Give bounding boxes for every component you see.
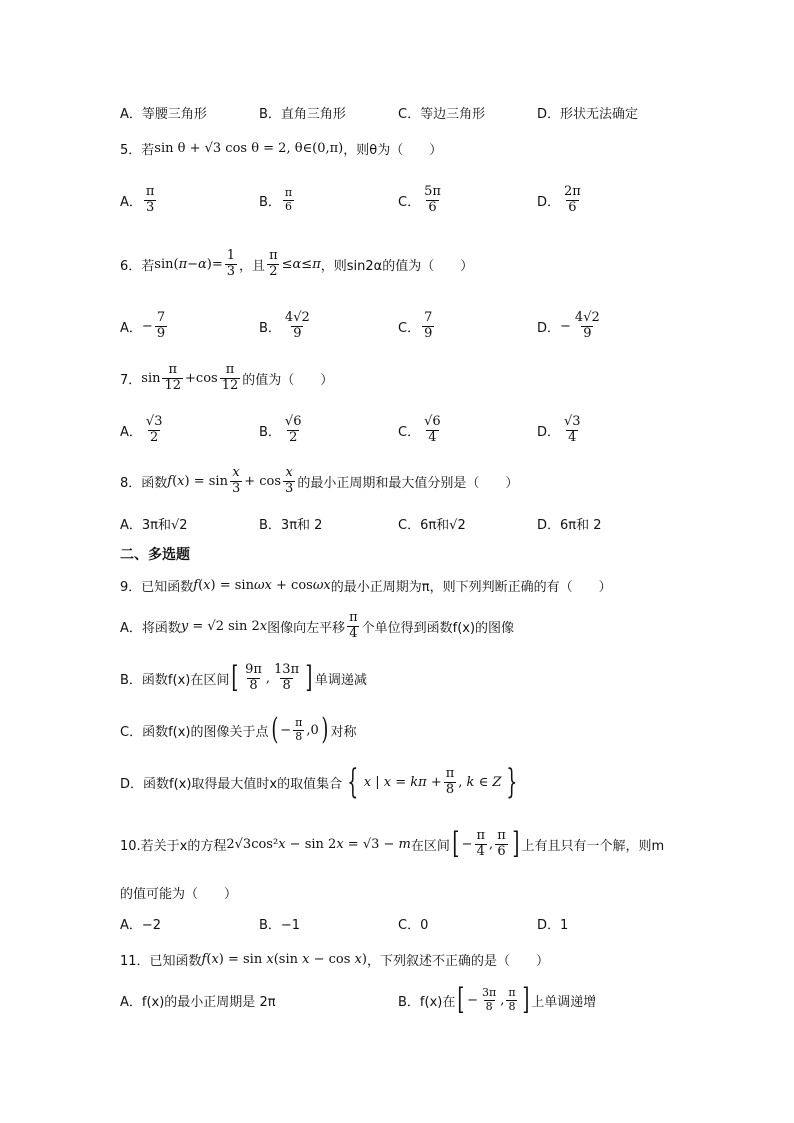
q6-stem: 6．若 sin(π−α)= $\frac{1}{3}$ ，且 $\frac{\pi}{2}$ ≤α≤π ，则sin2α的值为（ ）	[120, 247, 474, 279]
q6-option-a: A． − $\frac{7}{9}$	[120, 309, 166, 341]
q4-option-a: A．等腰三角形	[120, 106, 207, 122]
q5-options	[120, 180, 754, 220]
q6-option-b: B． $\frac{4√2}{9}$	[259, 309, 310, 341]
q7-options	[120, 410, 754, 450]
q5-suffix: ，则θ为（ ）	[343, 142, 443, 158]
q10-option-b: B．−1	[259, 917, 301, 933]
q5-option-a: A． $\frac{\pi}{3}$	[120, 183, 155, 215]
q9-option-b: B．函数f(x)在区间 [ $\frac{9\pi}{8}$ , $\frac{13\pi}{8}$ ] 单调递减	[120, 660, 367, 695]
q11-options	[120, 980, 754, 1020]
q6-option-d: D． − $\frac{4√2}{9}$	[537, 309, 600, 341]
q11-stem: 11．已知函数 f(x) = sin x(sin x − cos x) ，下列叙述不正确的是（ ）	[120, 951, 549, 969]
q6-expr-2: ≤α≤π	[281, 256, 321, 272]
q7-option-c: C． $\frac{√6}{4}$	[398, 413, 441, 445]
q5-prefix: 5．若	[120, 142, 155, 158]
q7-option-d: D． $\frac{√3}{4}$	[537, 413, 581, 445]
section-heading: 二、多选题	[120, 547, 190, 563]
q5-expr: sin θ + √3 cos θ = 2, θ∈(0,π)	[154, 140, 344, 156]
q4-option-d: D．形状无法确定	[537, 106, 639, 122]
q6-options	[120, 306, 754, 346]
q9-stem: 9．已知函数 f(x) = sinωx + cosωx 的最小正周期为π，则下列判断正确的有（ ）	[120, 577, 612, 595]
q8-option-a: A．3π和√2	[120, 517, 188, 533]
q9-option-c: C．函数f(x)的图像关于点 ( − $\frac{\pi}{8}$ ,0 ) 对称	[120, 712, 357, 747]
q4-option-b: B．直角三角形	[259, 106, 346, 122]
q10-option-d: D．1	[537, 917, 569, 933]
q5-option-c: C． $\frac{5\pi}{6}$	[398, 183, 441, 215]
q4-options	[120, 92, 754, 132]
q11-option-b: B．f(x)在 [ − $\frac{3\pi}{8}$ , $\frac{\pi}{8}$ ] 上单调递增	[398, 982, 597, 1017]
q10-option-a: A．−2	[120, 917, 162, 933]
q10-stem-line2: 的值可能为（ ）	[120, 886, 238, 902]
q8-option-b: B．3π和 2	[259, 517, 323, 533]
q9-option-a: A．将函数 y = √2 sin 2x 图像向左平移 $\frac{\pi}{4}$ 个单位得到函数f(x)的图像	[120, 609, 515, 641]
q8-option-d: D．6π和 2	[537, 517, 602, 533]
q11-option-a: A．f(x)的最小正周期是 2π	[120, 994, 276, 1010]
q5-stem	[120, 128, 754, 168]
q10-stem: 10.若关于x的方程 2√3cos²x − sin 2x = √3 − m 在区间 [ − $\frac{\pi}{4}$ , $\frac{\pi}{6}$ ] 上有且只有一个解，则m	[120, 826, 665, 861]
q7-option-b: B． $\frac{√6}{2}$	[259, 413, 302, 445]
q7-stem: 7． sin $\frac{\pi}{12}$ +cos $\frac{\pi}{12}$ 的值为（ ）	[120, 361, 334, 393]
q5-option-b: B． $\frac{\pi}{6}$	[259, 185, 293, 213]
q6-expr-1: sin(π−α)=	[154, 256, 223, 272]
q9-option-d: D．函数f(x)取得最大值时x的取值集合 { x | x = kπ + $\frac{\pi}{8}$ , k ∈ Z }	[120, 762, 518, 802]
q10-options	[120, 903, 754, 943]
q10-option-c: C．0	[398, 917, 429, 933]
q8-option-c: C．6π和√2	[398, 517, 466, 533]
q6-option-c: C． $\frac{7}{9}$	[398, 309, 433, 341]
q8-stem: 8．函数 f(x) = sin $\frac{x}{3}$ + cos $\frac{x}{3}$ 的最小正周期和最大值分别是（ ）	[120, 464, 519, 496]
q7-option-a: A． $\frac{√3}{2}$	[120, 413, 163, 445]
q4-option-c: C．等边三角形	[398, 106, 486, 122]
q5-option-d: D． $\frac{2\pi}{6}$	[537, 183, 581, 215]
